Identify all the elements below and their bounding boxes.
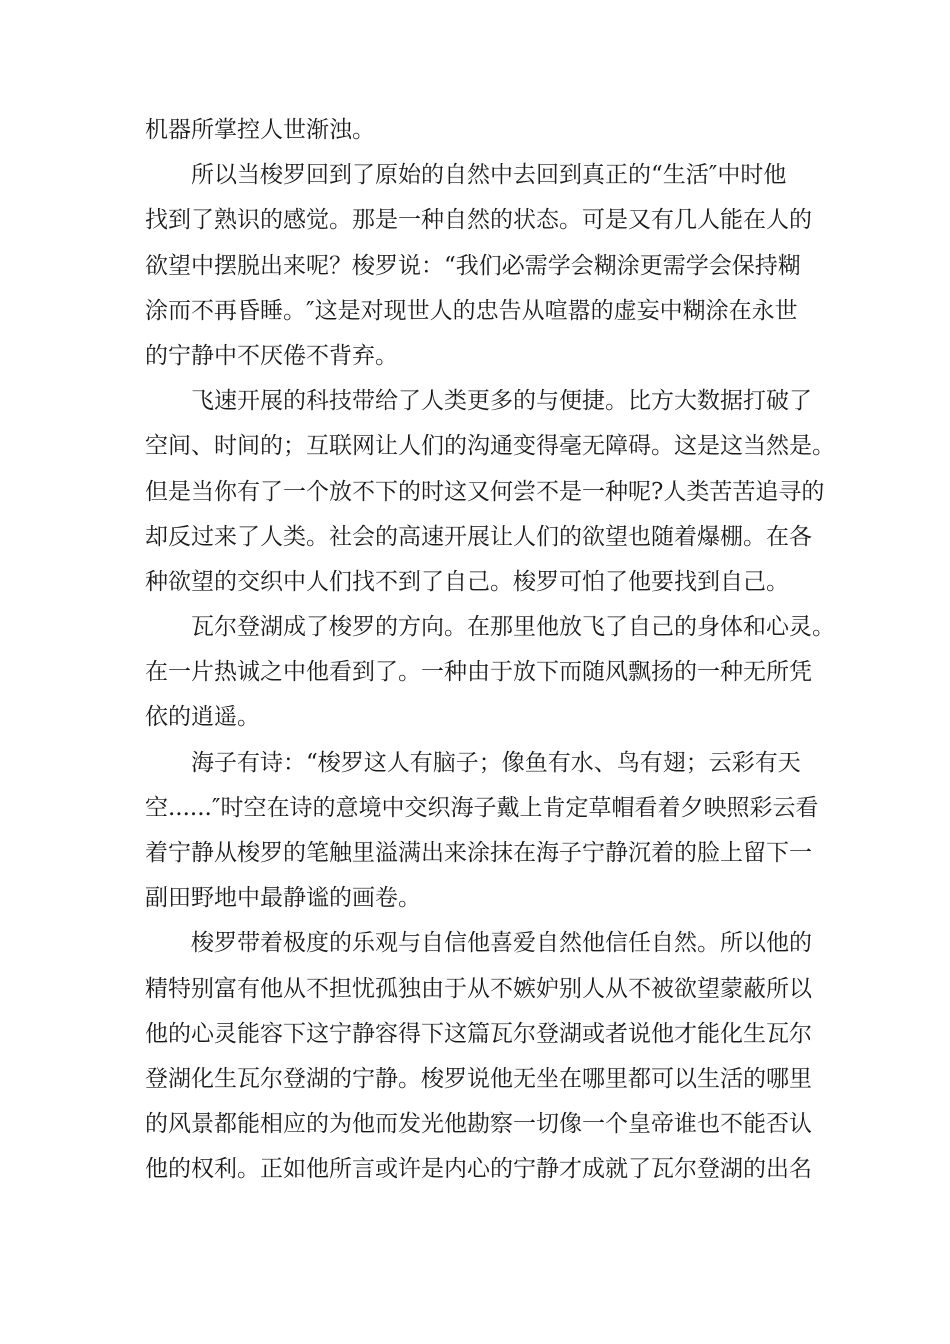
text-line: 瓦尔登湖成了梭罗的方向。在那里他放飞了自己的身体和心灵。 [191, 614, 835, 641]
text-line: 在一片热诚之中他看到了。一种由于放下而随风飘扬的一种无所凭 [145, 659, 812, 686]
text-line: 副田野地中最静谧的画卷。 [145, 885, 421, 912]
text-line: 种欲望的交织中人们找不到了自己。梭罗可怕了他要找到自己。 [145, 568, 789, 595]
text-line: 涂而不再昏睡。″这是对现世人的忠告从喧嚣的虚妄中糊涂在永世 [145, 297, 798, 324]
paragraph-6 [145, 921, 825, 1192]
text-line: 海子有诗：“梭罗这人有脑子；像鱼有水、鸟有翅；云彩有天 [191, 749, 801, 776]
paragraph-1 [145, 108, 825, 153]
text-line: 空......″时空在诗的意境中交织海子戴上肯定草帽看着夕映照彩云看 [145, 794, 819, 821]
text-line: 空间、时间的；互联网让人们的沟通变得毫无障碍。这是这当然是。 [145, 433, 835, 460]
text-line: 精特别富有他从不担忧孤独由于从不嫉妒别人从不被欲望蒙蔽所以 [145, 975, 812, 1002]
paragraph-3 [145, 379, 835, 605]
text-line: 依的逍遥。 [145, 704, 260, 731]
text-line: 他的心灵能容下这宁静容得下这篇瓦尔登湖或者说他才能化生瓦尔 [145, 1020, 812, 1047]
text-line: 登湖化生瓦尔登湖的宁静。梭罗说他无坐在哪里都可以生活的哪里 [145, 1065, 812, 1092]
text-line: 所以当梭罗回到了原始的自然中去回到真正的“生活″中时他 [191, 162, 787, 189]
text-line: 欲望中摆脱出来呢？梭罗说：“我们必需学会糊涂更需学会保持糊 [145, 252, 801, 279]
text-line: 的宁静中不厌倦不背弃。 [145, 342, 398, 369]
text-line: 找到了熟识的感觉。那是一种自然的状态。可是又有几人能在人的 [145, 207, 812, 234]
text-line: 的风景都能相应的为他而发光他勘察一切像一个皇帝谁也不能否认 [145, 1111, 812, 1138]
text-line: 他的权利。正如他所言或许是内心的宁静才成就了瓦尔登湖的出名 [145, 1156, 812, 1183]
paragraph-5 [145, 741, 825, 922]
text-line: 但是当你有了一个放不下的时这又何尝不是一种呢?人类苦苦追寻的 [145, 478, 825, 505]
text-line: 着宁静从梭罗的笔触里溢满出来涂抹在海子宁静沉着的脸上留下一 [145, 840, 812, 866]
text-line: 梭罗带着极度的乐观与自信他喜爱自然他信任自然。所以他的 [191, 930, 812, 957]
body-text [145, 108, 835, 1193]
text-line: 机器所掌控人世渐浊。 [145, 117, 375, 143]
paragraph-2 [145, 153, 825, 379]
paragraph-4 [145, 605, 835, 741]
text-line: 却反过来了人类。社会的高速开展让人们的欲望也随着爆棚。在各 [145, 523, 812, 550]
text-line: 飞速开展的科技带给了人类更多的与便捷。比方大数据打破了 [191, 388, 812, 415]
